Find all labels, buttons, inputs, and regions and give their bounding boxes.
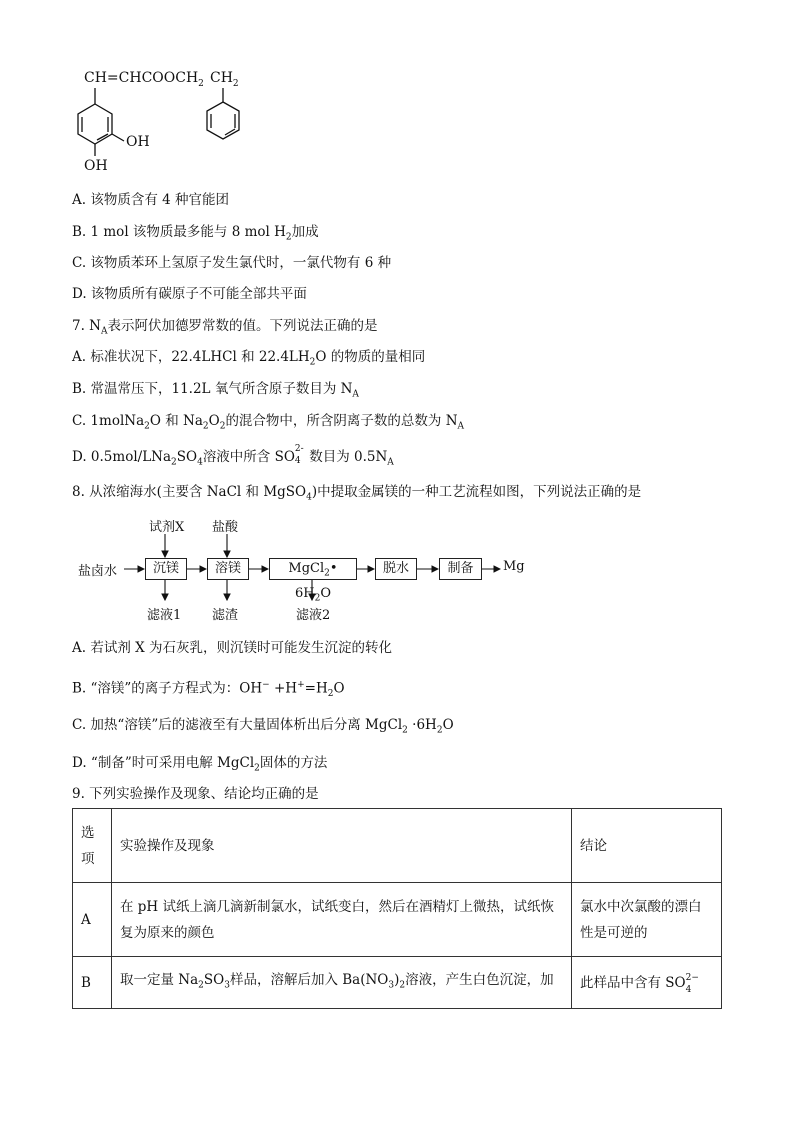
flow-start: 盐卤水 [78, 564, 118, 579]
q8-option-a: A. 若试剂 X 为石灰乳，则沉镁时可能发生沉淀的转化 [72, 640, 393, 656]
q9-stem: 9. 下列实验操作及现象、结论均正确的是 [72, 786, 319, 802]
flow-hcl: 盐酸 [212, 520, 239, 535]
q7-option-c: C. 1molNa$_2$O 和 $Na_2O_2$的混合物中，所含阴离子数的总数为 $N_A$ [72, 413, 465, 432]
q9-row-a [73, 883, 722, 957]
flow-box-prepare: 制备 [439, 558, 482, 580]
formula-oh-right: OH [126, 134, 150, 150]
flow-box-dehydrate: 脱水 [375, 558, 417, 580]
q9-row-a-conclusion: 氯水中次氯酸的漂白 性是可逆的 [572, 883, 722, 957]
q9-table [72, 808, 722, 1009]
flow-box-precipitate: 沉镁 [145, 558, 187, 580]
q6-option-b: B. 1 mol 该物质最多能与 8 mol $H_2$加成 [72, 224, 319, 243]
flow-residue: 滤渣 [212, 608, 239, 623]
q6-option-a: A. 该物质含有 4 种官能团 [72, 192, 230, 208]
q7-option-b: B. 常温常压下，11.2L 氧气所含原子数目为 $N_A$ [72, 381, 359, 400]
q9-header-option: 选 项 [73, 809, 112, 883]
q9-header-row [73, 809, 722, 883]
formula-oh-bottom: OH [84, 158, 108, 174]
q8-option-d: D. “制备”时可采用电解 MgCl$_2$固体的方法 [72, 755, 328, 774]
q9-row-a-label: A [73, 883, 112, 957]
q9-row-b [73, 957, 722, 1009]
flow-end-mg: Mg [503, 559, 525, 574]
formula-ch2: $CH_2$ [210, 70, 239, 89]
flow-box-mgcl2-hydrate: MgCl$_2$• $6H_2O$ [269, 558, 357, 580]
q7-option-a: A. 标准状况下，22.4LHCl 和 $22.4LH_2O$ 的物质的量相同 [72, 349, 426, 368]
formula-top-chain: $CH=CHCOOCH_2$ [84, 70, 204, 89]
process-flow-diagram [78, 512, 538, 624]
q9-row-b-label: B [73, 957, 112, 1009]
flow-filtrate-2: 滤液2 [296, 608, 331, 623]
q7-stem: 7. $N_A$表示阿伏加德罗常数的值。下列说法正确的是 [72, 318, 378, 337]
q8-stem: 8. 从浓缩海水(主要含 NaCl 和 MgSO$_4$)中提取金属镁的一种工艺流程如图，下列说法正确的是 [72, 484, 642, 503]
structural-formula [60, 62, 280, 182]
q6-option-d: D. 该物质所有碳原子不可能全部共平面 [72, 286, 307, 302]
q9-header-conclusion: 结论 [572, 809, 722, 883]
q9-row-b-conclusion: 此样品中含有 SO 2− 4 [572, 957, 722, 1009]
q9-row-a-operation: 在 pH 试纸上滴几滴新制氯水，试纸变白，然后在酒精灯上微热，试纸恢 复为原来的颜色 [112, 883, 572, 957]
flow-filtrate-1: 滤液1 [147, 608, 182, 623]
q9-header-operation: 实验操作及现象 [112, 809, 572, 883]
q9-row-b-operation: 取一定量 $Na_2SO_3$样品，溶解后加入 $Ba(NO_3)_2$溶液，产生白色沉淀，加 [112, 957, 572, 1009]
q6-option-c: C. 该物质苯环上氢原子发生氯代时，一氯代物有 6 种 [72, 255, 392, 271]
flow-box-dissolve: 溶镁 [207, 558, 249, 580]
flow-reagent-x: 试剂X [149, 520, 185, 535]
q8-option-b: B. “溶镁”的离子方程式为：$OH^- +H^+=H_2O$ [72, 680, 345, 700]
q8-option-c: C. 加热“溶镁”后的滤液至有大量固体析出后分离 MgCl$_2$ $\cdot 6H_2O$ [72, 717, 454, 736]
q7-option-d: D. $0.5mol/LNa_2SO_4$溶液中所含 SO 2- 4 数目为 $0.5N_A$ [72, 444, 394, 468]
